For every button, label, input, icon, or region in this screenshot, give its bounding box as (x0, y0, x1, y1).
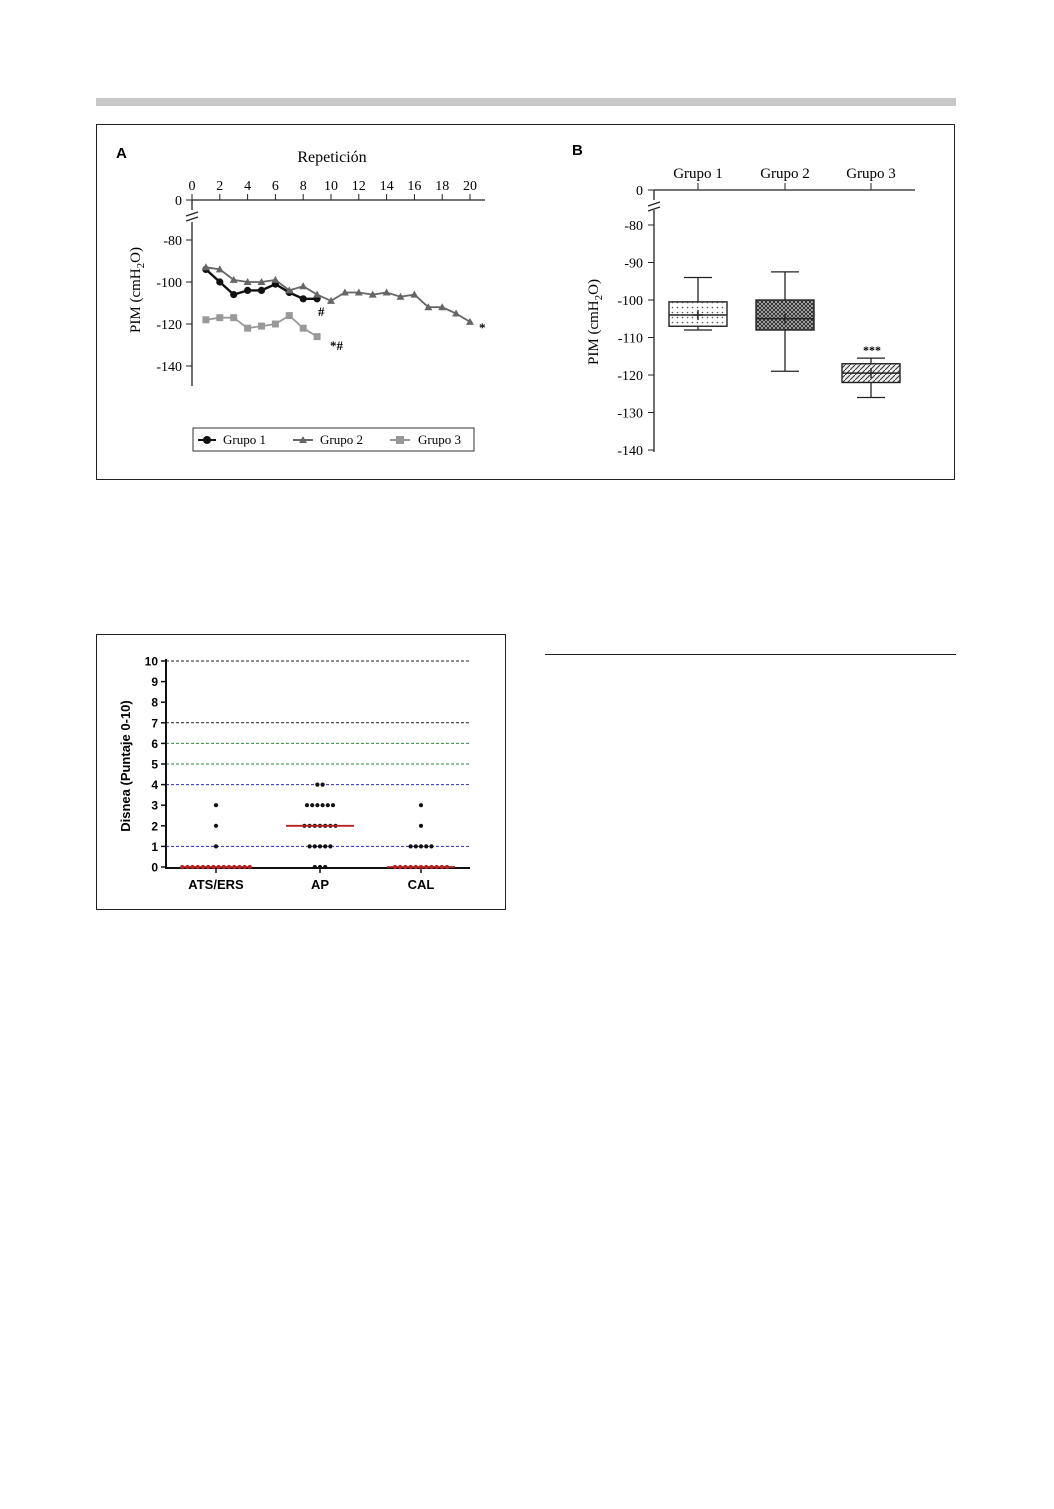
chart-a-xlabel: Repetición (297, 149, 367, 166)
chart-c-point-cal (429, 844, 433, 848)
chart-c-ytick-label: 10 (144, 654, 158, 669)
chart-c-point-ap (313, 865, 317, 869)
chart-a-panel-label: A (116, 145, 127, 162)
chart-c-point-ap (308, 844, 312, 848)
chart-b-ytick-label: -80 (624, 219, 643, 234)
legend-label-grupo3: Grupo 3 (418, 432, 461, 447)
chart-c-point-ap (321, 783, 325, 787)
chart-c-point-atsers (214, 844, 218, 848)
chart-c-point-ap (310, 803, 314, 807)
chart-c-point-ap (315, 783, 319, 787)
chart-a-xtick-label: 8 (299, 179, 307, 194)
chart-a-annotation-g3: *# (330, 338, 343, 353)
chart-c-ytick-label: 4 (151, 778, 158, 793)
chart-b-ytick-label: -90 (624, 256, 643, 272)
chart-c-ytick-label: 0 (151, 860, 158, 875)
chart-b-category-label: Grupo 2 (760, 166, 810, 182)
chart-a-ylabel: PIM (cmH$_2$O) (128, 247, 147, 333)
chart-c-ylabel: Disnea (Puntaje 0-10) (118, 700, 133, 832)
chart-c-point-cal (414, 844, 418, 848)
chart-c-point-ap (305, 803, 309, 807)
chart-c-point-cal (409, 844, 413, 848)
chart-a-xtick-label: 10 (324, 179, 338, 194)
chart-b-ytick-label: -120 (617, 369, 643, 384)
chart-b-ytick-label: -130 (617, 406, 643, 422)
chart-b-category-label: Grupo 3 (846, 166, 896, 182)
chart-b-ytick-label: -140 (617, 444, 643, 459)
chart-c-category-label: ATS/ERS (188, 877, 244, 892)
chart-c-point-ap (321, 803, 325, 807)
chart-c-point-ap (313, 844, 317, 848)
chart-c-point-cal (419, 844, 423, 848)
chart-c-point-ap (315, 803, 319, 807)
chart-b-ytick-label: -110 (617, 331, 643, 347)
chart-c-point-ap (323, 865, 327, 869)
chart-a-ytick-label: -80 (163, 234, 182, 249)
chart-c-ytick-label: 7 (151, 716, 158, 731)
legend-label-grupo1: Grupo 1 (223, 432, 266, 447)
chart-a-xtick-label: 4 (244, 179, 252, 194)
chart-b-ytick-label: -100 (617, 294, 643, 309)
chart-a-xtick-label: 18 (435, 179, 450, 194)
chart-c-point-ap (328, 844, 332, 848)
chart-a-ytick-label: -100 (156, 276, 182, 291)
chart-a-xtick-label: 2 (216, 179, 224, 194)
chart-c-ytick-label: 1 (151, 839, 158, 854)
chart-c-ytick-label: 8 (151, 695, 158, 710)
chart-c-ytick-label: 2 (151, 819, 158, 834)
chart-b-ytick-label: 0 (636, 184, 643, 199)
chart-c-point-ap (323, 844, 327, 848)
chart-a-xtick-label: 20 (463, 179, 477, 194)
chart-a-xtick-label: 6 (271, 179, 279, 194)
chart-b-category-label: Grupo 1 (673, 166, 723, 182)
chart-a-ytick-label: 0 (175, 194, 182, 209)
chart-c-ytick-label: 3 (151, 798, 158, 813)
chart-c-point-cal (419, 824, 423, 828)
chart-c-category-label: CAL (407, 877, 435, 892)
chart-c-category-label: AP (310, 877, 330, 892)
chart-c-point-ap (326, 803, 330, 807)
chart-c-point-ap (318, 844, 322, 848)
chart-a-xtick-label: 14 (379, 179, 394, 194)
chart-c-point-ap (318, 865, 322, 869)
chart-b-annotation-g3: *** (863, 343, 881, 357)
chart-a-annotation-g1: # (318, 304, 325, 319)
chart-c-ticks (145, 655, 435, 893)
chart-b-panel-label: B (572, 142, 583, 159)
chart-c-ytick-label: 6 (151, 736, 158, 751)
chart-c-point-cal (424, 844, 428, 848)
chart-c-point-atsers (214, 803, 218, 807)
chart-b-ylabel: PIM (cmH$_2$O) (586, 279, 605, 365)
chart-a-ytick-label: -120 (156, 318, 182, 333)
chart-c-ytick-label: 9 (151, 675, 158, 690)
chart-c-point-cal (419, 803, 423, 807)
chart-c-reference-lines (166, 661, 470, 846)
chart-c-point-ap (331, 803, 335, 807)
chart-a-xtick-label: 12 (351, 179, 366, 194)
chart-c-ytick-label: 5 (151, 757, 158, 772)
chart-a-xtick-label: 0 (188, 179, 196, 194)
chart-a-ytick-label: -140 (156, 360, 182, 375)
legend-label-grupo2: Grupo 2 (320, 432, 363, 447)
chart-c-point-atsers (214, 824, 218, 828)
chart-a-xtick-label: 16 (407, 179, 422, 194)
chart-c-points (180, 783, 455, 870)
chart-a-annotation-g2: * (479, 320, 486, 335)
